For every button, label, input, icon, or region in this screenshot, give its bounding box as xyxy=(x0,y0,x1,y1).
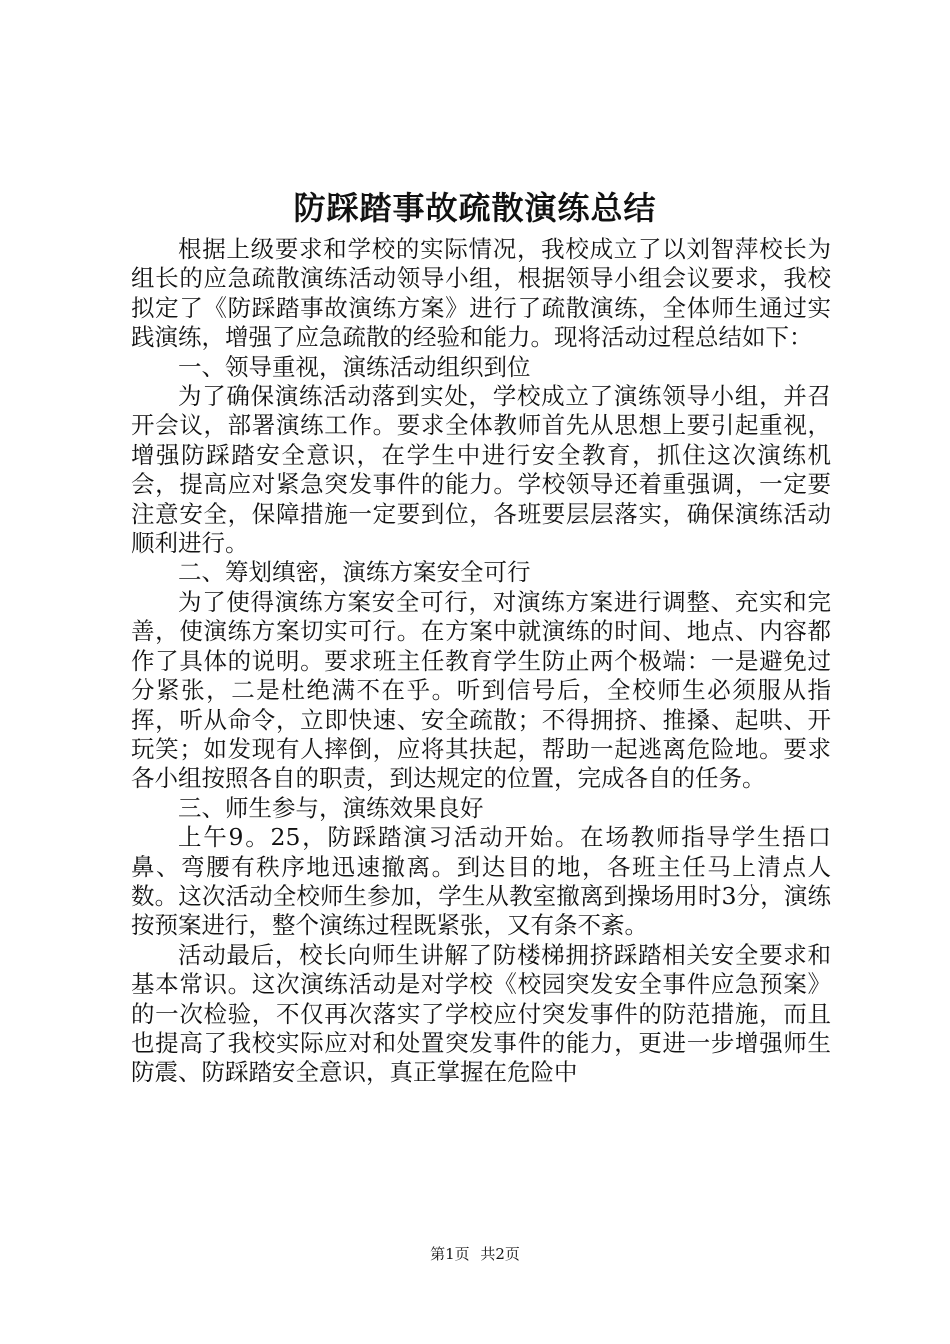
document-body xyxy=(131,235,831,1088)
page-total: 共2页 xyxy=(480,1245,520,1263)
paragraph-section-2: 为了使得演练方案安全可行，对演练方案进行调整、充实和完善，使演练方案切实可行。在方案中就演练的时间、地点、内容都作了具体的说明。要求班主任教育学生防止两个极端：一是避免过分紧张，二是杜绝满不在乎。听到信号后，全校师生必须服从指挥，听从命令，立即快速、安全疏散；不得拥挤、推搡、起哄、开玩笑；如发现有人摔倒，应将其扶起，帮助一起逃离危险地。要求各小组按照各自的职责，到达规定的位置，完成各自的任务。 xyxy=(131,587,831,793)
section-heading-2: 二、筹划缜密，演练方案安全可行 xyxy=(178,558,531,587)
section-heading-3: 三、师生参与，演练效果良好 xyxy=(178,793,484,822)
document-title: 防踩踏事故疏散演练总结 xyxy=(293,189,657,227)
paragraph-intro: 根据上级要求和学校的实际情况，我校成立了以刘智萍校长为组长的应急疏散演练活动领导小组，根据领导小组会议要求，我校拟定了《防踩踏事故演练方案》进行了疏散演练，全体师生通过实践演练，增强了应急疏散的经验和能力。现将活动过程总结如下： xyxy=(131,235,831,352)
paragraph-section-3: 上午9。25，防踩踏演习活动开始。在场教师指导学生捂口鼻、弯腰有秩序地迅速撤离。到达目的地，各班主任马上清点人数。这次活动全校师生参加，学生从教室撤离到操场用时3分，演练按预案进行，整个演练过程既紧张，又有条不紊。 xyxy=(131,823,831,940)
paragraph-section-1: 为了确保演练活动落到实处，学校成立了演练领导小组，并召开会议，部署演练工作。要求全体教师首先从思想上要引起重视，增强防踩踏安全意识，在学生中进行安全教育，抓住这次演练机会，提高应对紧急突发事件的能力。学校领导还着重强调，一定要注意安全，保障措施一定要到位，各班要层层落实，确保演练活动顺利进行。 xyxy=(131,382,831,558)
page-number: 第1页 xyxy=(430,1245,470,1263)
page-footer xyxy=(0,1244,950,1264)
paragraph-conclusion: 活动最后，校长向师生讲解了防楼梯拥挤踩踏相关安全要求和基本常识。这次演练活动是对学校《校园突发安全事件应急预案》的一次检验，不仅再次落实了学校应付突发事件的防范措施，而且也提高了我校实际应对和处置突发事件的能力，更进一步增强师生防震、防踩踏安全意识，真正掌握在危险中 xyxy=(131,940,831,1087)
section-heading-1: 一、领导重视，演练活动组织到位 xyxy=(178,352,531,381)
